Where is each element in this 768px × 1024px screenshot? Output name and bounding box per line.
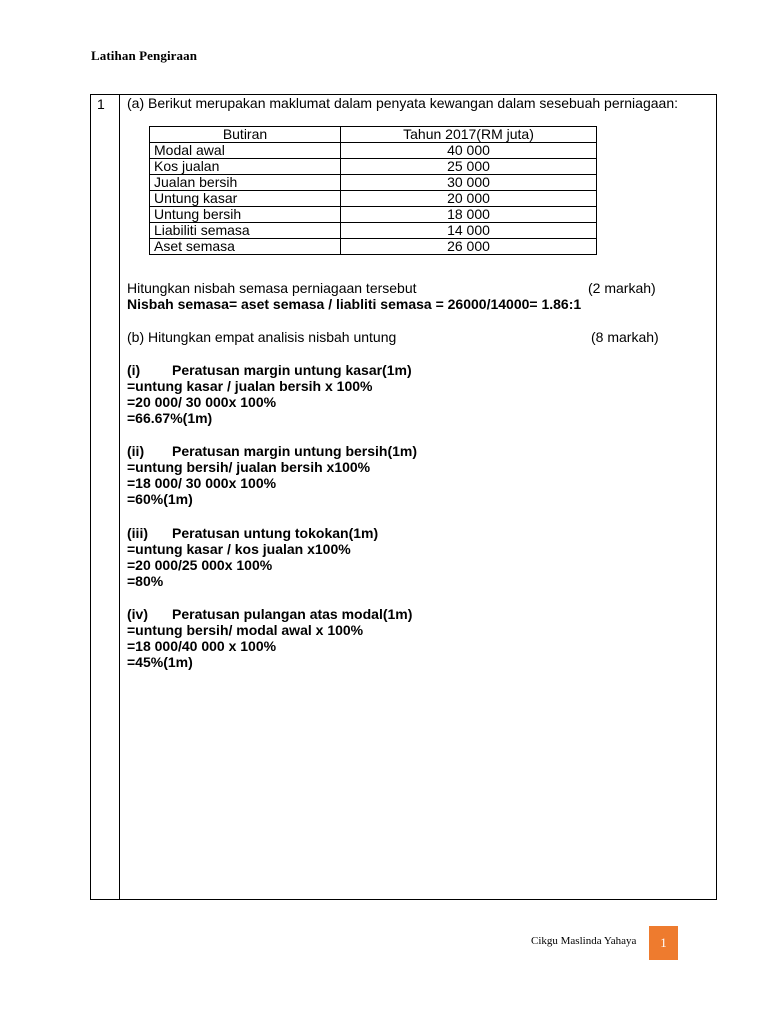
table-cell-item: Kos jualan xyxy=(150,159,341,175)
table-cell-item: Aset semasa xyxy=(150,239,341,255)
table-cell-value: 40 000 xyxy=(341,143,597,159)
page-heading: Latihan Pengiraan xyxy=(91,48,198,63)
section-ii-label: (ii) xyxy=(127,443,145,459)
financial-table xyxy=(149,126,597,255)
table-cell-value: 26 000 xyxy=(341,239,597,255)
table-cell-item: Jualan bersih xyxy=(150,175,341,191)
table-header-row xyxy=(150,127,597,143)
table-cell-value: 14 000 xyxy=(341,223,597,239)
section-ii-line-1: =untung bersih/ jualan bersih x100% xyxy=(127,459,371,475)
table-row xyxy=(150,239,597,255)
section-ii-title: Peratusan margin untung bersih(1m) xyxy=(172,443,418,459)
table-header-year: Tahun 2017(RM juta) xyxy=(341,127,597,143)
section-i-line-3: =66.67%(1m) xyxy=(127,410,213,426)
number-column xyxy=(91,95,120,899)
part-b-marks: (8 markah) xyxy=(591,329,659,345)
section-iv-label: (iv) xyxy=(127,606,148,622)
table-cell-value: 18 000 xyxy=(341,207,597,223)
table-row xyxy=(150,175,597,191)
part-a-question: Hitungkan nisbah semasa perniagaan tersebut xyxy=(127,280,417,296)
section-iii-line-3: =80% xyxy=(127,573,164,589)
table-cell-value: 20 000 xyxy=(341,191,597,207)
part-a-intro: (a) Berikut merupakan maklumat dalam penyata kewangan dalam sesebuah perniagaan: xyxy=(127,95,678,111)
table-header-item: Butiran xyxy=(150,127,341,143)
page-number-badge: 1 xyxy=(649,926,678,960)
section-i-line-1: =untung kasar / jualan bersih x 100% xyxy=(127,378,373,394)
section-iii-line-2: =20 000/25 000x 100% xyxy=(127,557,273,573)
table-row xyxy=(150,159,597,175)
section-iv-line-2: =18 000/40 000 x 100% xyxy=(127,638,277,654)
section-i-heading xyxy=(127,362,412,378)
table-row xyxy=(150,191,597,207)
section-iii-line-1: =untung kasar / kos jualan x100% xyxy=(127,541,351,557)
part-b-question: (b) Hitungkan empat analisis nisbah untung xyxy=(127,329,397,345)
section-iv-heading xyxy=(127,606,412,622)
table-cell-item: Modal awal xyxy=(150,143,341,159)
table-row xyxy=(150,143,597,159)
table-row xyxy=(150,223,597,239)
table-cell-item: Liabiliti semasa xyxy=(150,223,341,239)
table-cell-value: 25 000 xyxy=(341,159,597,175)
section-ii-line-3: =60%(1m) xyxy=(127,491,193,507)
question-number: 1 xyxy=(97,96,105,112)
section-i-title: Peratusan margin untung kasar(1m) xyxy=(172,362,412,378)
table-cell-value: 30 000 xyxy=(341,175,597,191)
section-iii-label: (iii) xyxy=(127,525,148,541)
footer-author: Cikgu Maslinda Yahaya xyxy=(531,935,637,947)
section-i-line-2: =20 000/ 30 000x 100% xyxy=(127,394,277,410)
section-iii-heading xyxy=(127,525,378,541)
table-cell-item: Untung bersih xyxy=(150,207,341,223)
table-row xyxy=(150,207,597,223)
table-cell-item: Untung kasar xyxy=(150,191,341,207)
section-iv-title: Peratusan pulangan atas modal(1m) xyxy=(172,606,413,622)
part-a-marks: (2 markah) xyxy=(588,280,656,296)
section-iv-line-1: =untung bersih/ modal awal x 100% xyxy=(127,622,364,638)
section-ii-heading xyxy=(127,443,417,459)
section-ii-line-2: =18 000/ 30 000x 100% xyxy=(127,475,277,491)
section-i-label: (i) xyxy=(127,362,141,378)
section-iii-title: Peratusan untung tokokan(1m) xyxy=(172,525,379,541)
part-a-answer: Nisbah semasa= aset semasa / liabliti semasa = 26000/14000= 1.86:1 xyxy=(127,296,582,312)
section-iv-line-3: =45%(1m) xyxy=(127,654,193,670)
